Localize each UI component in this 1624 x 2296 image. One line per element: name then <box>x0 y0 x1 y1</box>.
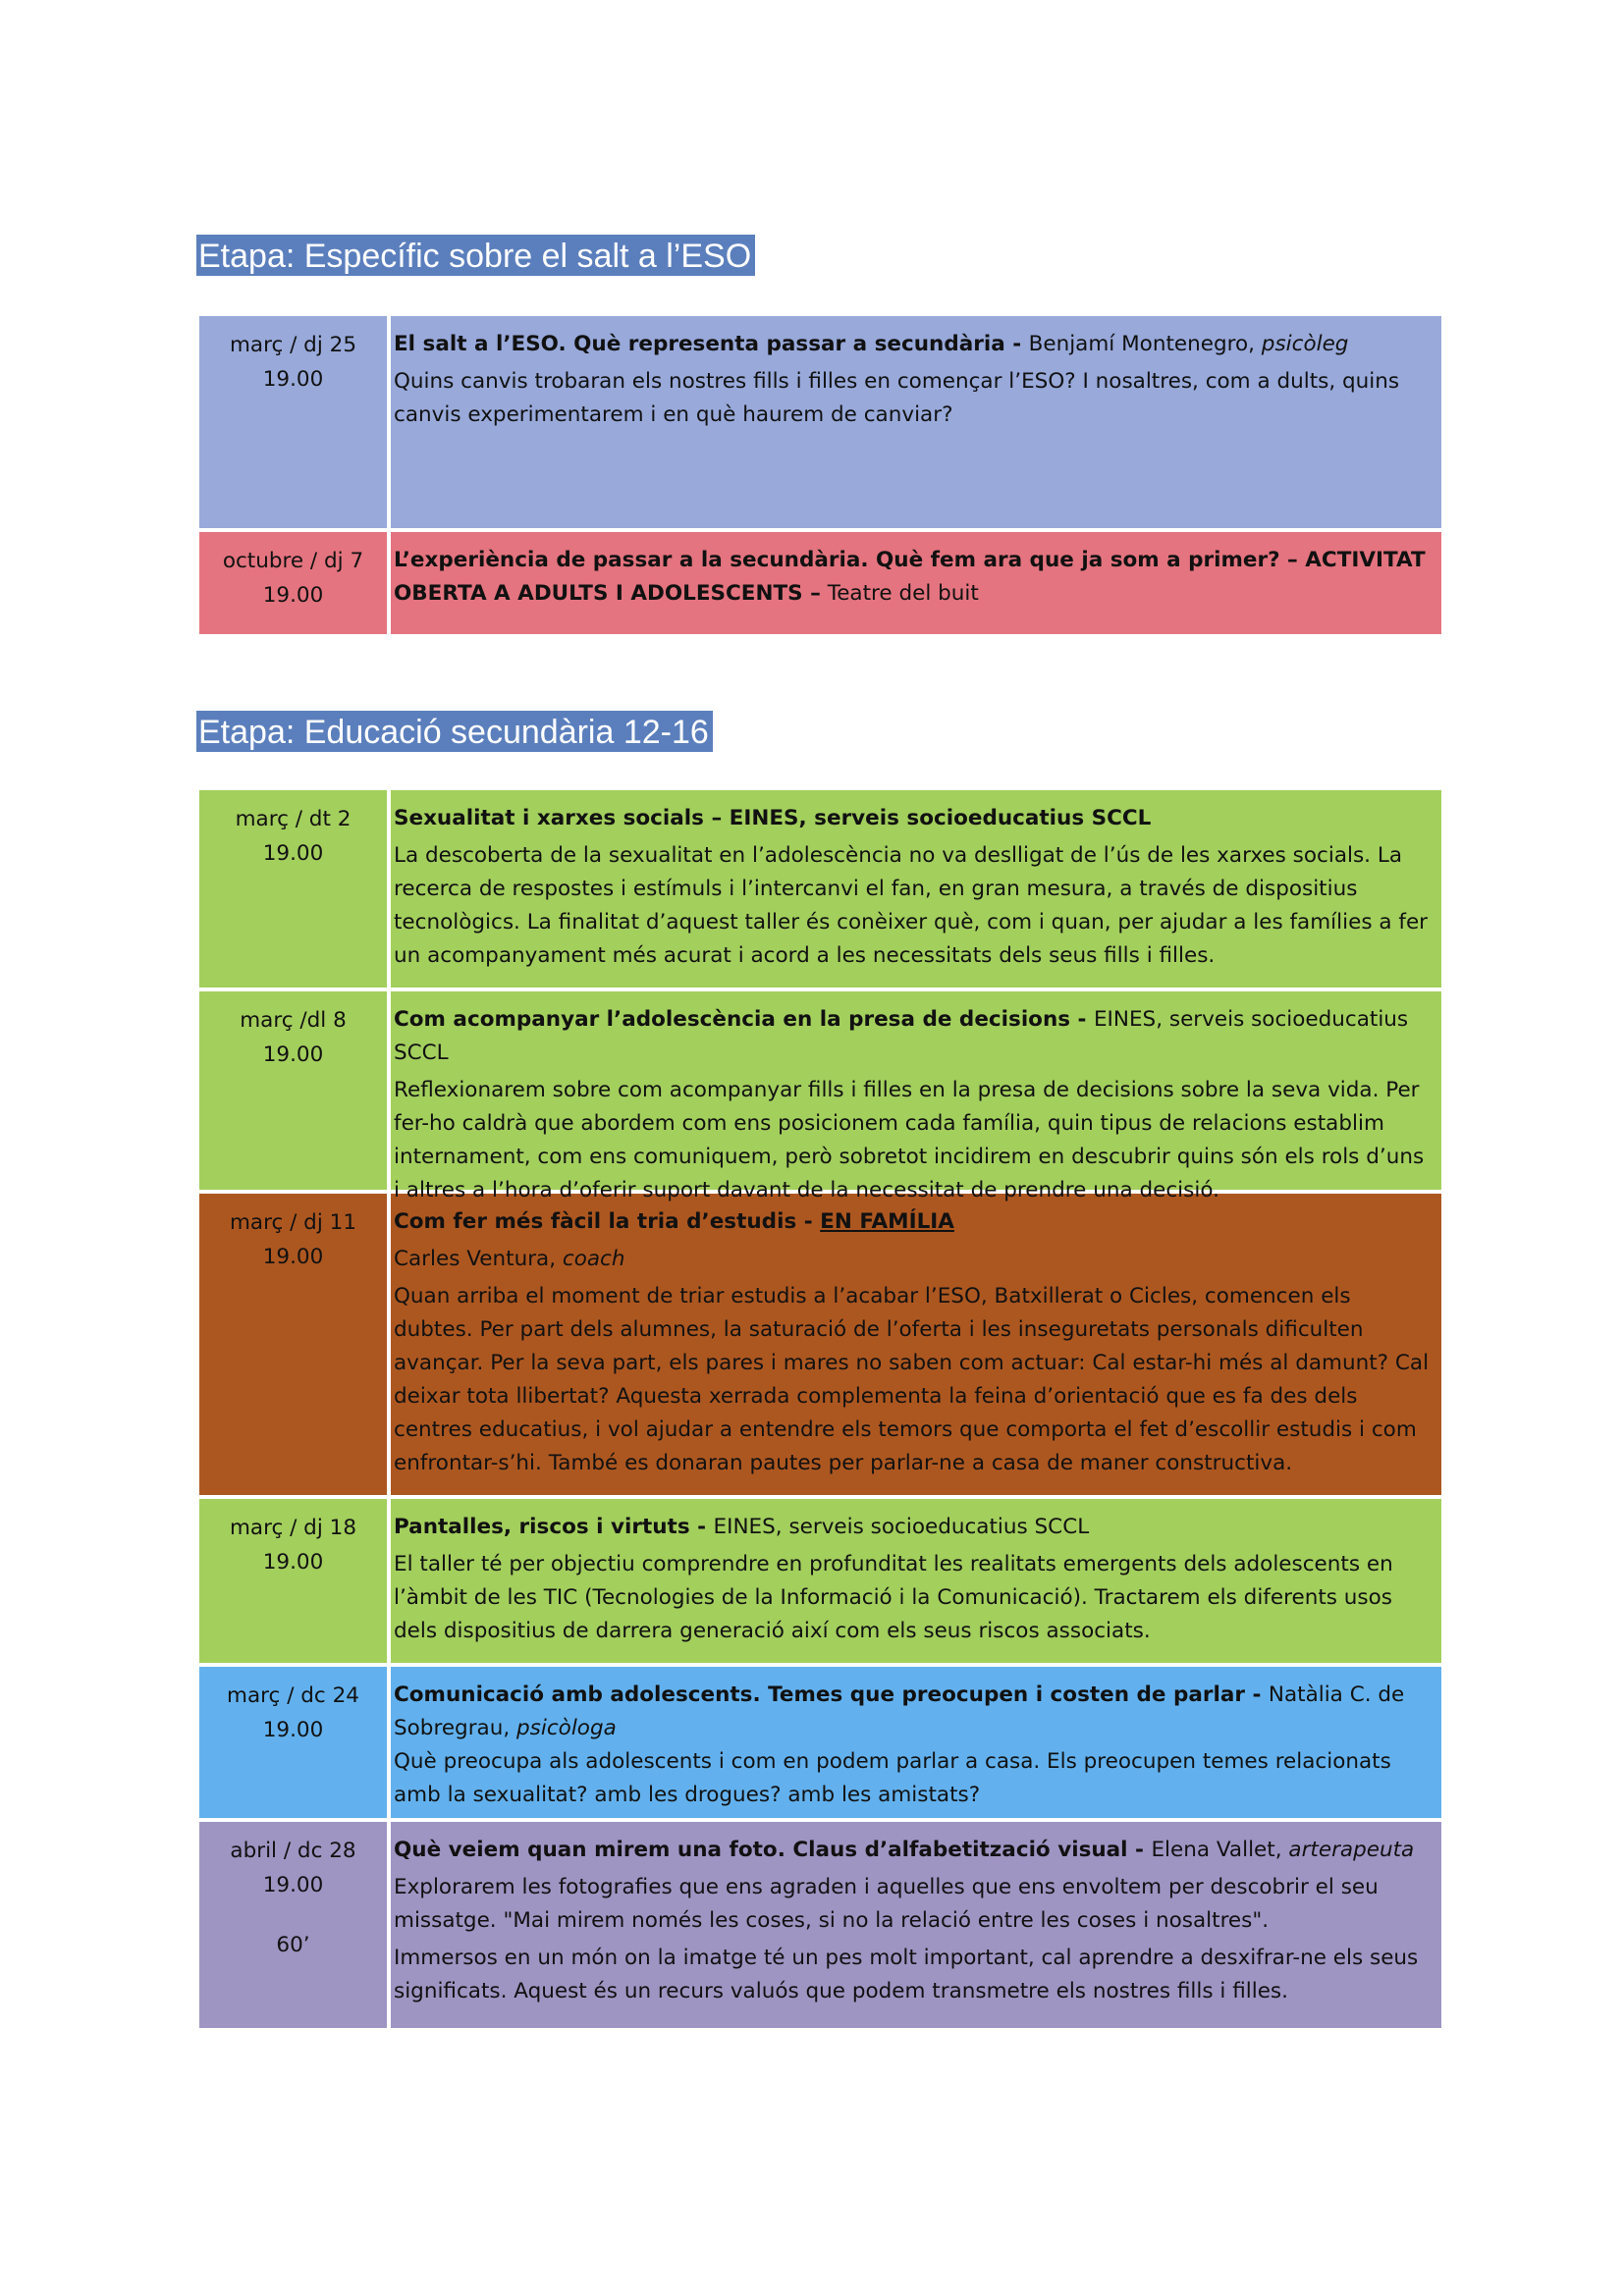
session-description: Explorarem les fotografies que ens agraden i aquelles que ens envoltem per descobrir el seu missatge. "Mai mirem només les coses, si no la relació entre les coses i nosaltres". <box>394 1875 1379 1933</box>
session-time: 19.00 <box>262 841 324 866</box>
session-author-role: psicòloga <box>516 1716 617 1740</box>
session-title: Què veiem quan mirem una foto. Claus d’alfabetització visual <box>394 1838 1128 1862</box>
session-time: 19.00 <box>262 1873 324 1897</box>
session-author: Carles Ventura, <box>394 1247 563 1271</box>
table-row <box>199 1667 1441 1822</box>
session-author-role: coach <box>562 1247 625 1271</box>
session-time: 19.00 <box>262 367 324 392</box>
separator: - <box>1004 332 1029 356</box>
table-row <box>199 1822 1441 2032</box>
session-author: Teatre del buit <box>820 581 979 606</box>
separator: - <box>1127 1838 1152 1862</box>
session-time: 19.00 <box>262 583 324 608</box>
session-title: Com fer més fàcil la tria d’estudis <box>394 1209 797 1234</box>
session-author: Benjamí Montenegro, <box>1028 332 1262 356</box>
date-cell <box>199 1822 391 2028</box>
session-date: abril / dc 28 <box>230 1839 356 1863</box>
session-content <box>391 1822 1441 2028</box>
separator: - <box>689 1515 714 1539</box>
session-author: EINES, serveis socioeducatius SCCL <box>713 1515 1090 1539</box>
session-time: 19.00 <box>262 1550 324 1575</box>
session-date: març / dj 25 <box>229 333 357 357</box>
session-time: 19.00 <box>262 1718 324 1742</box>
date-cell <box>199 790 391 988</box>
session-content <box>391 1667 1441 1818</box>
session-content <box>391 1194 1441 1495</box>
session-title: Sexualitat i xarxes socials – EINES, serveis socioeducatius SCCL <box>394 806 1152 830</box>
session-description: Reflexionarem sobre com acompanyar fills i filles en la presa de decisions sobre la seva vida. Per fer-ho caldrà que abordem com ens posicionem cada família, quin tipus de relacions establim internament, com ens comuniquem, però sobretot incidirem en descubrir quins són els rols d’uns i altres a l’hora d’oferir suport davant de la necessitat de prendre una decisió. <box>394 1078 1425 1202</box>
session-title: Pantalles, riscos i virtuts <box>394 1515 690 1539</box>
schedule-table-eso-transition <box>199 316 1441 638</box>
separator: - <box>796 1209 821 1234</box>
table-row <box>199 991 1441 1202</box>
session-description: Quins canvis trobaran els nostres fills i filles en començar l’ESO? I nosaltres, com a dults, quins canvis experimentarem i en què haurem de canviar? <box>394 369 1400 427</box>
session-description: Què preocupa als adolescents i com en podem parlar a casa. Els preocupen temes relacionats amb la sexualitat? amb les drogues? amb les amistats? <box>394 1749 1391 1807</box>
session-date: març / dt 2 <box>235 807 352 831</box>
session-description: El taller té per objectiu comprendre en profunditat les realitats emergents dels adolescents en l’àmbit de les TIC (Tecnologies de la Informació i la Comunicació). Tractarem els diferents usos dels dispositius de darrera generació així com els seus riscos associats. <box>394 1552 1393 1643</box>
session-description-extra: Immersos en un món on la imatge té un pes molt important, cal aprendre a desxifrar-ne els seus significats. Aquest és un recurs valuós que podem transmetre els nostres fills i filles. <box>394 1946 1419 2003</box>
date-cell <box>199 991 391 1190</box>
session-description: La descoberta de la sexualitat en l’adolescència no va deslligat de l’ús de les xarxes socials. La recerca de respostes i estímuls i l’intercanvi el fan, en gran mesura, a través de dispositius tecnològics. La finalitat d’aquest taller és conèixer què, com i quan, per ajudar a les famílies a fer un acompanyament més acurat i acord a les necessitats dels seus fills i filles. <box>394 843 1429 968</box>
table-row <box>199 316 1441 532</box>
session-content <box>391 532 1441 634</box>
session-time: 19.00 <box>262 1245 324 1269</box>
session-author-role: psicòleg <box>1261 332 1349 356</box>
session-duration: 60’ <box>276 1933 310 1957</box>
session-date: octubre / dj 7 <box>222 549 364 573</box>
session-date: març / dj 18 <box>229 1516 357 1540</box>
schedule-table-secondary-education <box>199 790 1441 2032</box>
session-title: L’experiència de passar a la secundària. Què fem ara que ja som a primer? – ACTIVITAT OBERTA A ADULTS I ADOLESCENTS – <box>394 548 1426 606</box>
session-content <box>391 991 1441 1202</box>
session-title: Comunicació amb adolescents. Temes que preocupen i costen de parlar <box>394 1682 1245 1707</box>
session-content <box>391 1499 1441 1663</box>
session-title: Com acompanyar l’adolescència en la presa de decisions <box>394 1007 1071 1032</box>
session-author-role: arterapeuta <box>1288 1838 1415 1862</box>
session-date: març / dj 11 <box>229 1210 357 1235</box>
date-cell <box>199 1194 391 1495</box>
session-date: març /dl 8 <box>240 1008 347 1033</box>
table-row <box>199 532 1441 638</box>
session-content <box>391 790 1441 988</box>
date-cell <box>199 532 391 634</box>
date-cell <box>199 1667 391 1818</box>
separator: - <box>1244 1682 1269 1707</box>
section-heading-eso-transition: Etapa: Específic sobre el salt a l’ESO <box>196 235 755 276</box>
family-tag: EN FAMÍLIA <box>820 1209 954 1234</box>
session-date: març / dc 24 <box>227 1683 359 1708</box>
session-author: Natàlia C. de Sobregrau, <box>394 1682 1405 1740</box>
table-row <box>199 1194 1441 1499</box>
table-row <box>199 1499 1441 1667</box>
table-row <box>199 790 1441 991</box>
session-time: 19.00 <box>262 1042 324 1067</box>
session-description: Quan arriba el moment de triar estudis a l’acabar l’ESO, Batxillerat o Cicles, comencen els dubtes. Per part dels alumnes, la saturació de l’oferta i les inseguretats personals dificulten avançar. Per la seva part, els pares i mares no saben com actuar: Cal estar-hi més al damunt? Cal deixar tota llibertat? Aquesta xerrada complementa la feina d’orientació que es fa des dels centres educatius, i vol ajudar a entendre els temors que comporta el fet d’escollir estudis i com enfrontar-s’hi. També es donaran pautes per parlar-ne a casa de maner constructiva. <box>394 1284 1430 1475</box>
section-heading-secondary-education: Etapa: Educació secundària 12-16 <box>196 711 713 752</box>
session-title: El salt a l’ESO. Què representa passar a secundària <box>394 332 1005 356</box>
session-content <box>391 316 1441 528</box>
date-cell <box>199 316 391 528</box>
session-author: Elena Vallet, <box>1151 1838 1289 1862</box>
date-cell <box>199 1499 391 1663</box>
separator: - <box>1070 1007 1094 1032</box>
session-author: EINES, serveis socioeducatius SCCL <box>394 1007 1409 1065</box>
